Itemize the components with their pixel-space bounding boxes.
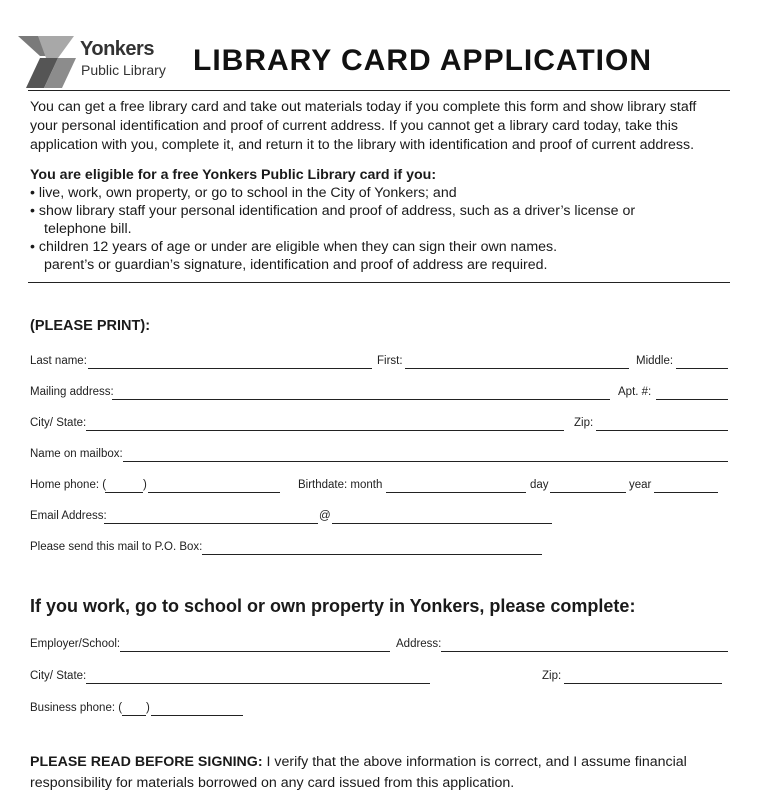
business-phone-field[interactable] (151, 715, 243, 716)
birthdate-month-label: Birthdate: month (298, 479, 383, 491)
email-label: Email Address: (30, 510, 107, 522)
eligibility-bullet: • live, work, own property, or go to school in the City of Yonkers; and (30, 185, 457, 201)
eligibility-bullet-continued: telephone bill. (44, 221, 132, 237)
first-name-field[interactable] (405, 368, 629, 369)
first-name-label: First: (377, 355, 403, 367)
home-phone-label: Home phone: ( (30, 479, 107, 491)
apt-field[interactable] (656, 399, 728, 400)
library-logo (18, 32, 178, 92)
work-address-label: Address: (396, 638, 442, 650)
intro-paragraph (30, 98, 730, 155)
header-divider (28, 90, 730, 91)
work-zip-field[interactable] (564, 683, 722, 684)
work-zip-label: Zip: (542, 670, 562, 682)
birthdate-year-field[interactable] (654, 492, 718, 493)
eligibility-bullet: • show library staff your personal identification and proof of address, such as a driver’s license or (30, 203, 636, 219)
zip-field[interactable] (596, 430, 728, 431)
work-city-state-label: City/ State: (30, 670, 87, 682)
birthdate-day-label: day (530, 479, 549, 491)
last-name-field[interactable] (88, 368, 372, 369)
city-state-label: City/ State: (30, 417, 87, 429)
middle-name-label: Middle: (636, 355, 674, 367)
work-city-state-field[interactable] (86, 683, 430, 684)
business-phone-label: Business phone: ( (30, 702, 123, 714)
intro-line: your personal identification and proof of current address. If you cannot get a library card today, take this (30, 118, 678, 134)
signing-heading: PLEASE READ BEFORE SIGNING: (30, 754, 263, 770)
eligibility-section (30, 166, 730, 274)
work-address-field[interactable] (441, 651, 728, 652)
eligibility-heading: You are eligible for a free Yonkers Public Library card if you: (30, 167, 437, 183)
mailing-address-field[interactable] (112, 399, 610, 400)
email-domain-field[interactable] (332, 523, 552, 524)
page-title: LIBRARY CARD APPLICATION (193, 44, 652, 77)
home-phone-field[interactable] (148, 492, 280, 493)
middle-name-field[interactable] (676, 368, 728, 369)
signing-statement (30, 752, 730, 794)
po-box-field[interactable] (202, 554, 542, 555)
name-on-mailbox-field[interactable] (123, 461, 728, 462)
city-state-field[interactable] (86, 430, 564, 431)
signing-line: responsibility for materials borrowed on any card issued from this application. (30, 775, 515, 791)
employer-school-field[interactable] (120, 651, 390, 652)
apt-label: Apt. #: (618, 386, 652, 398)
intro-line: application with you, complete it, and return it to the library with identification and proof of current address. (30, 137, 695, 153)
email-at-symbol: @ (319, 510, 331, 522)
home-phone-paren: ) (143, 479, 147, 491)
zip-label: Zip: (574, 417, 594, 429)
print-heading: (PLEASE PRINT): (30, 318, 151, 334)
logo-subtitle: Public Library (81, 62, 166, 78)
mailing-address-label: Mailing address: (30, 386, 114, 398)
birthdate-month-field[interactable] (386, 492, 526, 493)
po-box-label: Please send this mail to P.O. Box: (30, 541, 203, 553)
eligibility-divider (28, 282, 730, 283)
name-on-mailbox-label: Name on mailbox: (30, 448, 123, 460)
eligibility-bullet: • children 12 years of age or under are eligible when they can sign their own names. (30, 239, 558, 255)
employer-school-label: Employer/School: (30, 638, 121, 650)
home-phone-area-code-field[interactable] (105, 492, 143, 493)
business-phone-paren: ) (146, 702, 150, 714)
email-user-field[interactable] (104, 523, 318, 524)
logo-name: Yonkers (80, 38, 154, 60)
library-logo-mark-icon (18, 32, 78, 90)
intro-line: You can get a free library card and take out materials today if you complete this form and show library staff (30, 99, 697, 115)
last-name-label: Last name: (30, 355, 87, 367)
signing-text: I verify that the above information is correct, and I assume financial (262, 754, 687, 770)
birthdate-day-field[interactable] (550, 492, 626, 493)
work-section-heading: If you work, go to school or own property in Yonkers, please complete: (30, 596, 636, 616)
signing-line (30, 752, 730, 773)
business-phone-area-code-field[interactable] (122, 715, 146, 716)
birthdate-year-label: year (629, 479, 652, 491)
eligibility-bullet-continued: parent’s or guardian’s signature, identification and proof of address are required. (44, 257, 548, 273)
